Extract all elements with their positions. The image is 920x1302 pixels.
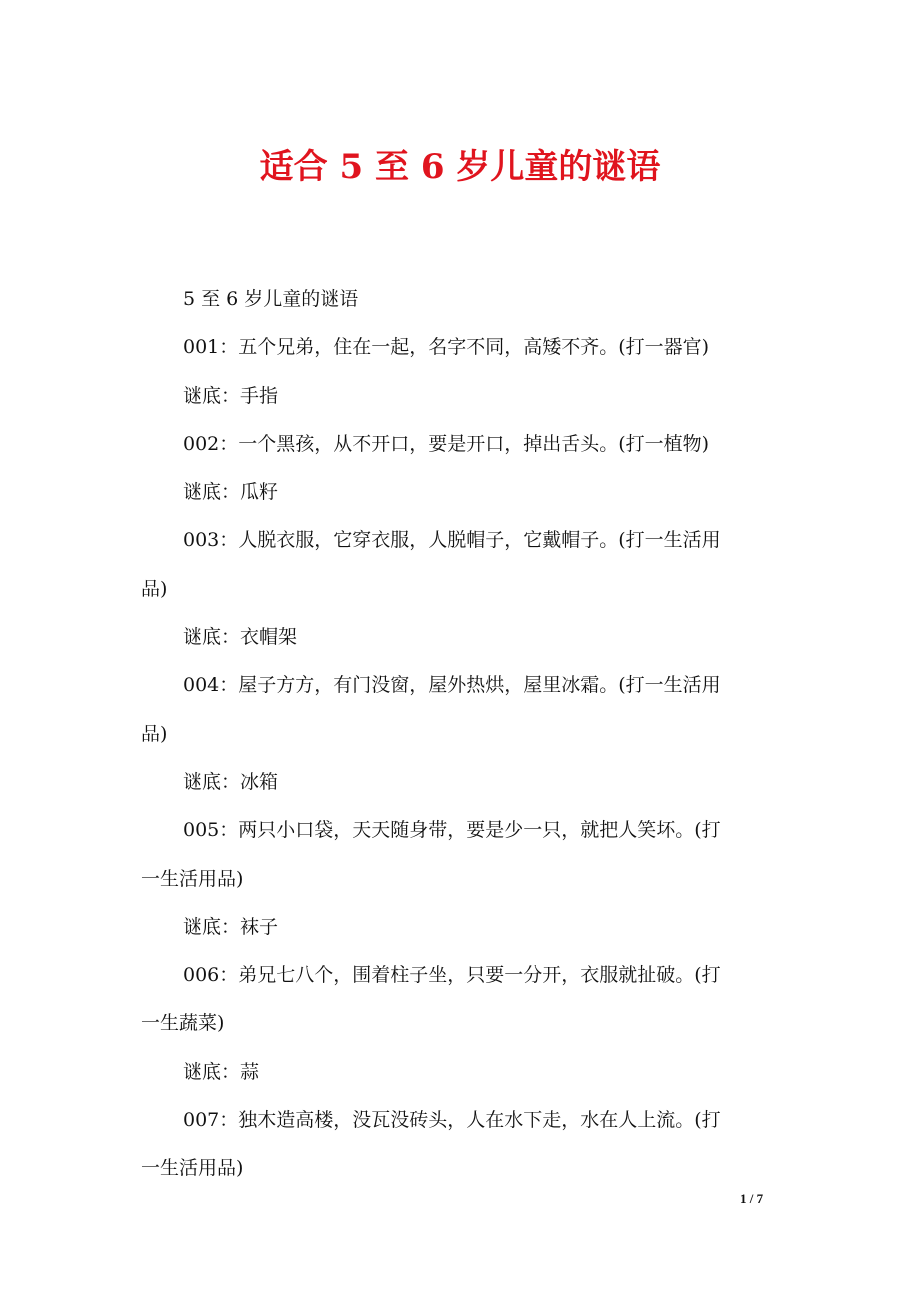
paragraph-line: 003：人脱衣服，它穿衣服，人脱帽子，它戴帽子。(打一生活用 [183,529,721,552]
paragraph-line: 006：弟兄七八个，围着柱子坐，只要一分开，衣服就扯破。(打 [183,964,721,987]
paragraph-line: 004：屋子方方，有门没窗，屋外热烘，屋里冰霜。(打一生活用 [183,674,721,697]
paragraph-line: 品) [141,722,168,745]
paragraph-line: 谜底：袜子 [183,915,279,938]
paragraph-line: 谜底：衣帽架 [183,626,298,649]
paragraph-line: 一生蔬菜) [141,1012,225,1035]
paragraph-line: 005：两只小口袋，天天随身带，要是少一只，就把人笑坏。(打 [183,819,721,842]
paragraph-line: 谜底：手指 [183,384,279,407]
document-body [141,275,783,1193]
paragraph-line: 001：五个兄弟，住在一起，名字不同，高矮不齐。(打一器官) [183,336,710,359]
paragraph-line: 谜底：瓜籽 [183,481,279,504]
paragraph-line: 一生活用品) [141,1157,244,1180]
paragraph-line: 谜底：冰箱 [183,770,279,793]
paragraph-line: 007：独木造高楼，没瓦没砖头，人在水下走，水在人上流。(打 [183,1109,721,1132]
page-title: 适合 5 至 6 岁儿童的谜语 [259,147,661,187]
paragraph-line: 品) [141,577,168,600]
paragraph-line: 一生活用品) [141,867,244,890]
paragraph-line: 002：一个黑孩，从不开口，要是开口，掉出舌头。(打一植物) [183,432,710,455]
page-number: 1 / 7 [740,1191,764,1206]
paragraph-line: 谜底：蒜 [183,1060,260,1083]
paragraph-line: 5 至 6 岁儿童的谜语 [183,288,359,310]
